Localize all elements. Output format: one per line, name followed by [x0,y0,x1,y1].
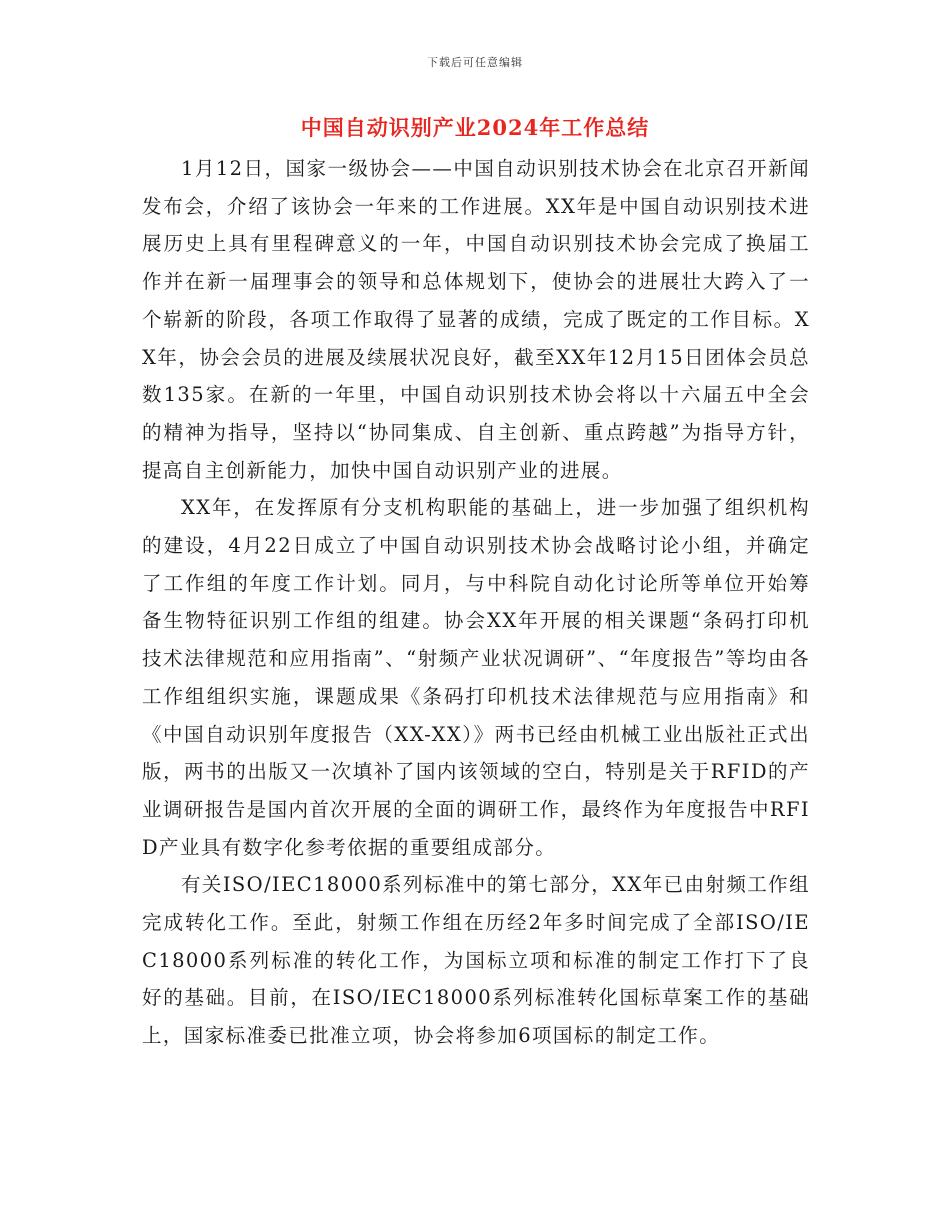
paragraph-2: XX年，在发挥原有分支机构职能的基础上，进一步加强了组织机构的建设，4月22日成立了中国自动识别技术协会战略讨论小组，并确定了工作组的年度工作计划。同月，与中科院自动化讨论所等单位开始筹备生物特征识别工作组的组建。协会XX年开展的相关课题“条码打印机技术法律规范和应用指南”、“射频产业状况调研”、“年度报告”等均由各工作组组织实施，课题成果《条码打印机技术法律规范与应用指南》和《中国自动识别年度报告（XX-XX）》两书已经由机械工业出版社正式出版，两书的出版又一次填补了国内该领域的空白，特别是关于RFID的产业调研报告是国内首次开展的全面的调研工作，最终作为年度报告中RFID产业具有数字化参考依据的重要组成部分。 [142,496,810,859]
document-body [142,150,810,1055]
paragraph-3: 有关ISO/IEC18000系列标准中的第七部分，XX年已由射频工作组完成转化工作。至此，射频工作组在历经2年多时间完成了全部ISO/IEC18000系列标准的转化工作，为国标立项和标准的制定工作打下了良好的基础。目前，在ISO/IEC18000系列标准转化国标草案工作的基础上，国家标准委已批准立项，协会将参加6项国标的制定工作。 [142,873,810,1048]
paragraph-1: 1月12日，国家一级协会——中国自动识别技术协会在北京召开新闻发布会，介绍了该协会一年来的工作进展。XX年是中国自动识别技术进展历史上具有里程碑意义的一年，中国自动识别技术协会完成了换届工作并在新一届理事会的领导和总体规划下，使协会的进展壮大跨入了一个崭新的阶段，各项工作取得了显著的成绩，完成了既定的工作目标。XX年，协会会员的进展及续展状况良好，截至XX年12月15日团体会员总数135家。在新的一年里，中国自动识别技术协会将以十六届五中全会的精神为指导，坚持以“协同集成、自主创新、重点跨越”为指导方针，提高自主创新能力，加快中国自动识别产业的进展。 [142,157,810,482]
header-note: 下载后可任意编辑 [427,56,523,69]
document-title: 中国自动识别产业2024年工作总结 [300,115,650,140]
